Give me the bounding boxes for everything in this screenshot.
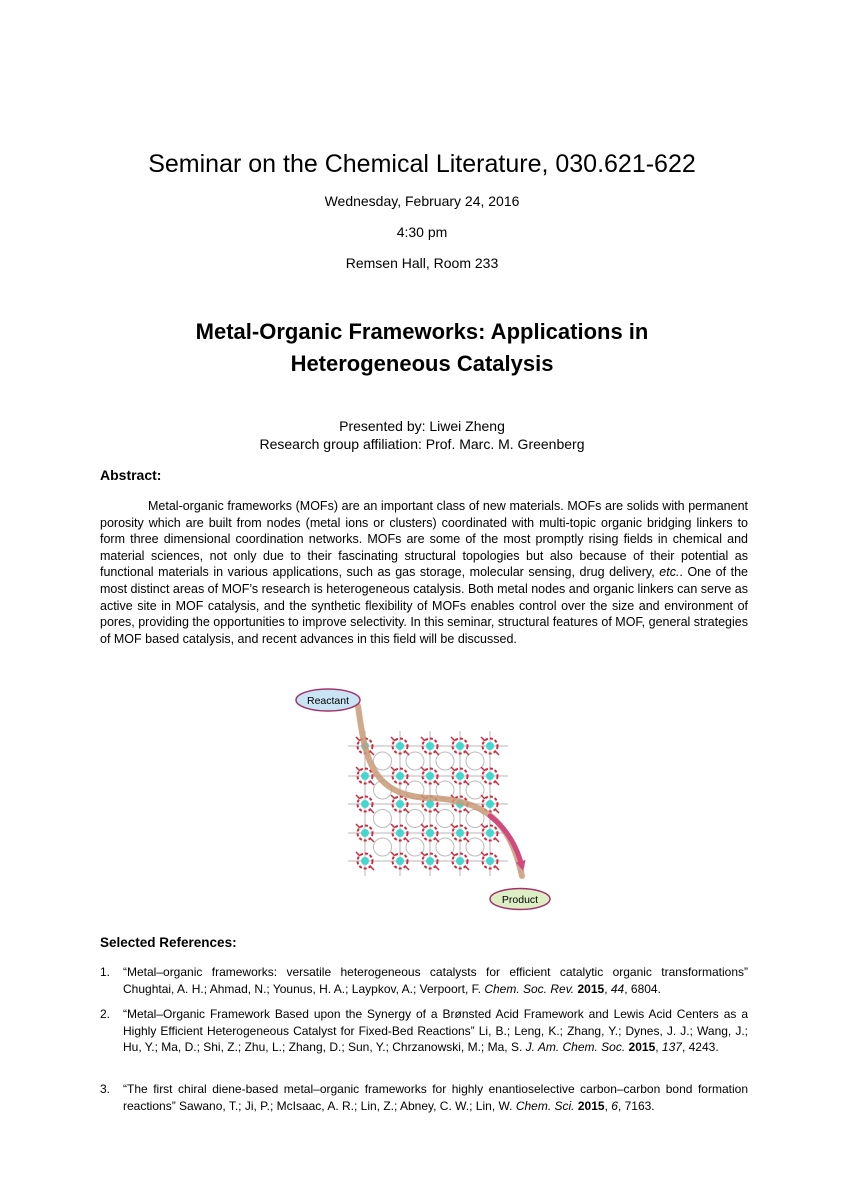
node-bond — [405, 781, 409, 785]
reference-item: 3. “The first chiral diene-based metal–organic frameworks for highly enantioselective carbon–carbon bond formation reactions” Sawano, T.; Ji, P.; McIsaac, A. R.; Lin, Z.; Abney, C. W.; Lin, W. Chem. Sci. 2015, 6, 7163. — [100, 1082, 748, 1113]
abstract-body — [100, 498, 748, 647]
node-bond — [465, 866, 469, 870]
node-bond — [495, 751, 499, 755]
metal-node — [361, 772, 369, 780]
reference-year: 2015 — [577, 981, 605, 996]
reference-pages: 6804. — [630, 981, 661, 996]
seminar-time: 4:30 pm — [396, 224, 448, 240]
pore-ring — [374, 838, 392, 856]
reference-year: 2015 — [577, 1098, 605, 1113]
metal-node — [456, 772, 464, 780]
reference-number: 2. — [100, 1007, 111, 1021]
node-bond — [481, 737, 485, 741]
references-heading: Selected References: — [100, 935, 237, 950]
metal-node — [396, 772, 404, 780]
node-bond — [356, 767, 360, 771]
metal-node — [486, 742, 494, 750]
node-bond — [435, 781, 439, 785]
metal-node — [361, 857, 369, 865]
metal-node — [396, 857, 404, 865]
node-bond — [356, 852, 360, 856]
node-bond — [405, 838, 409, 842]
node-bond — [465, 809, 469, 813]
metal-node — [456, 829, 464, 837]
reference-journal: Chem. Sci. — [515, 1098, 575, 1113]
reference-number: 3. — [100, 1082, 111, 1096]
node-bond — [451, 737, 455, 741]
node-bond — [451, 824, 455, 828]
metal-node — [426, 829, 434, 837]
reference-pages: 4243. — [688, 1040, 719, 1054]
node-bond — [421, 824, 425, 828]
metal-node — [396, 742, 404, 750]
metal-node — [456, 857, 464, 865]
mof-catalysis-figure — [290, 686, 560, 911]
reference-year: 2015 — [628, 1040, 656, 1054]
node-bond — [370, 809, 374, 813]
node-bond — [405, 866, 409, 870]
abstract-heading: Abstract: — [100, 467, 162, 483]
node-bond — [421, 737, 425, 741]
reference-journal: J. Am. Chem. Soc. — [525, 1040, 626, 1054]
reference-volume: 137 — [661, 1040, 682, 1054]
node-bond — [370, 866, 374, 870]
reference-item: 2. “Metal–Organic Framework Based upon the Synergy of a Brønsted Acid Framework and Lewis Acid Centers as a Highly Efficient Heterogeneous Catalyst for Fixed-Bed Reactions” Li, B.; Leng, K.; Zhang, Y.; Dynes, J. J.; Wang, J.; Hu, Y.; Ma, D.; Shi, Z.; Zhu, L.; Zhang, D.; Sun, Y.; Chrzanowski, M.; Ma, S. J. Am. Chem. Soc. 2015, 137, 4243. — [100, 1007, 748, 1054]
affiliation: Research group affiliation: Prof. Marc. M. Greenberg — [259, 436, 585, 452]
metal-node — [486, 857, 494, 865]
talk-title — [0, 316, 844, 380]
node-bond — [391, 737, 395, 741]
metal-node — [426, 800, 434, 808]
metal-node — [361, 829, 369, 837]
node-bond — [421, 852, 425, 856]
node-bond — [391, 824, 395, 828]
pore-ring — [374, 752, 392, 770]
product-label-text: Product — [501, 894, 539, 906]
metal-node — [396, 800, 404, 808]
reference-citation: “Metal–organic frameworks: versatile heterogeneous catalysts for efficient catalytic organic transformations” Chughtai, A. H.; Ahmad, N.; Younus, H. A.; Laypkov, A.; Verpoort, F. — [123, 965, 748, 996]
reference-item: 1. “Metal–organic frameworks: versatile heterogeneous catalysts for efficient catalytic organic transformations” Chughtai, A. H.; Ahmad, N.; Younus, H. A.; Laypkov, A.; Verpoort, F. Chem. Soc. Rev. 2015, 44, 6804. — [100, 965, 748, 996]
node-bond — [451, 852, 455, 856]
node-bond — [481, 767, 485, 771]
node-bond — [465, 751, 469, 755]
metal-node — [456, 742, 464, 750]
metal-node — [361, 800, 369, 808]
reference-journal: Chem. Soc. Rev. — [484, 981, 575, 996]
metal-node — [486, 829, 494, 837]
node-bond — [370, 838, 374, 842]
node-bond — [435, 866, 439, 870]
metal-node — [486, 800, 494, 808]
node-bond — [435, 838, 439, 842]
reactant-label-text: Reactant — [306, 695, 350, 707]
node-bond — [391, 767, 395, 771]
pore-ring — [374, 810, 392, 828]
talk-title-line1: Metal-Organic Frameworks: Applications in — [195, 319, 649, 344]
abstract-text-etc: etc. — [659, 565, 680, 580]
reference-volume: 44 — [610, 981, 625, 996]
seminar-location: Remsen Hall, Room 233 — [345, 255, 499, 271]
reaction-path-arrow — [358, 706, 522, 876]
node-bond — [356, 737, 360, 741]
product-label — [490, 889, 550, 910]
node-bond — [405, 751, 409, 755]
node-bond — [495, 838, 499, 842]
node-bond — [370, 751, 374, 755]
node-bond — [465, 781, 469, 785]
reference-number: 1. — [100, 965, 111, 979]
reference-volume: 6 — [611, 1098, 618, 1113]
node-bond — [356, 824, 360, 828]
node-bond — [435, 809, 439, 813]
abstract-text-part1: Metal-organic frameworks (MOFs) are an important class of new materials. MOFs are solids with permanent porosity which are built from nodes (metal ions or clusters) coordinated with multi-topic organic bridging linkers to form three dimensional coordination networks. MOFs are some of the most promptly rising fields in chemical and material sciences, not only due to their fascinating structural topologies but also because of their potential as functional materials in various applications, such as gas storage, molecular sensing, drug delivery, — [100, 499, 748, 580]
abstract-text-part2: . One of the most distinct areas of MOF’s research is heterogeneous catalysis. Both metal nodes and organic linkers can serve as active site in MOF catalysis, and the synthetic flexibility of MOFs enables control over the size and environment of pores, providing the opportunities to improve selectivity. In this seminar, structural features of MOF, general strategies of MOF based catalysis, and recent advances in this field will be discussed. — [100, 565, 748, 646]
node-bond — [495, 809, 499, 813]
metal-node — [486, 772, 494, 780]
node-bond — [356, 795, 360, 799]
node-bond — [405, 809, 409, 813]
node-bond — [391, 795, 395, 799]
metal-node — [426, 742, 434, 750]
node-bond — [391, 852, 395, 856]
presenter: Presented by: Liwei Zheng — [339, 418, 505, 434]
seminar-date: Wednesday, February 24, 2016 — [324, 193, 520, 209]
mof-lattice — [348, 731, 508, 876]
reference-citation: “The first chiral diene-based metal–organic frameworks for highly enantioselective carbon–carbon bond formation reactions” Sawano, T.; Ji, P.; McIsaac, A. R.; Lin, Z.; Abney, C. W.; Lin, W. — [123, 1082, 748, 1113]
node-bond — [451, 767, 455, 771]
node-bond — [370, 781, 374, 785]
node-bond — [495, 866, 499, 870]
reference-citation: “Metal–Organic Framework Based upon the Synergy of a Brønsted Acid Framework and Lewis Acid Centers as a Highly Efficient Heterogeneous Catalyst for Fixed-Bed Reactions” Li, B.; Leng, K.; Zhang, Y.; Dynes, J. J.; Wang, J.; Hu, Y.; Ma, D.; Shi, Z.; Zhu, L.; Zhang, D.; Sun, Y.; Chrzanowski, M.; Ma, S. — [123, 1007, 748, 1054]
metal-node — [426, 772, 434, 780]
seminar-title: Seminar on the Chemical Literature, 030.621-622 — [148, 150, 696, 178]
reactant-label — [296, 689, 360, 711]
node-bond — [481, 795, 485, 799]
node-bond — [481, 852, 485, 856]
node-bond — [465, 838, 469, 842]
metal-node — [396, 829, 404, 837]
node-bond — [435, 751, 439, 755]
reference-pages: 7163. — [624, 1098, 655, 1113]
node-bond — [481, 824, 485, 828]
node-bond — [495, 781, 499, 785]
talk-title-line2: Heterogeneous Catalysis — [290, 351, 554, 376]
metal-node — [426, 857, 434, 865]
node-bond — [421, 767, 425, 771]
